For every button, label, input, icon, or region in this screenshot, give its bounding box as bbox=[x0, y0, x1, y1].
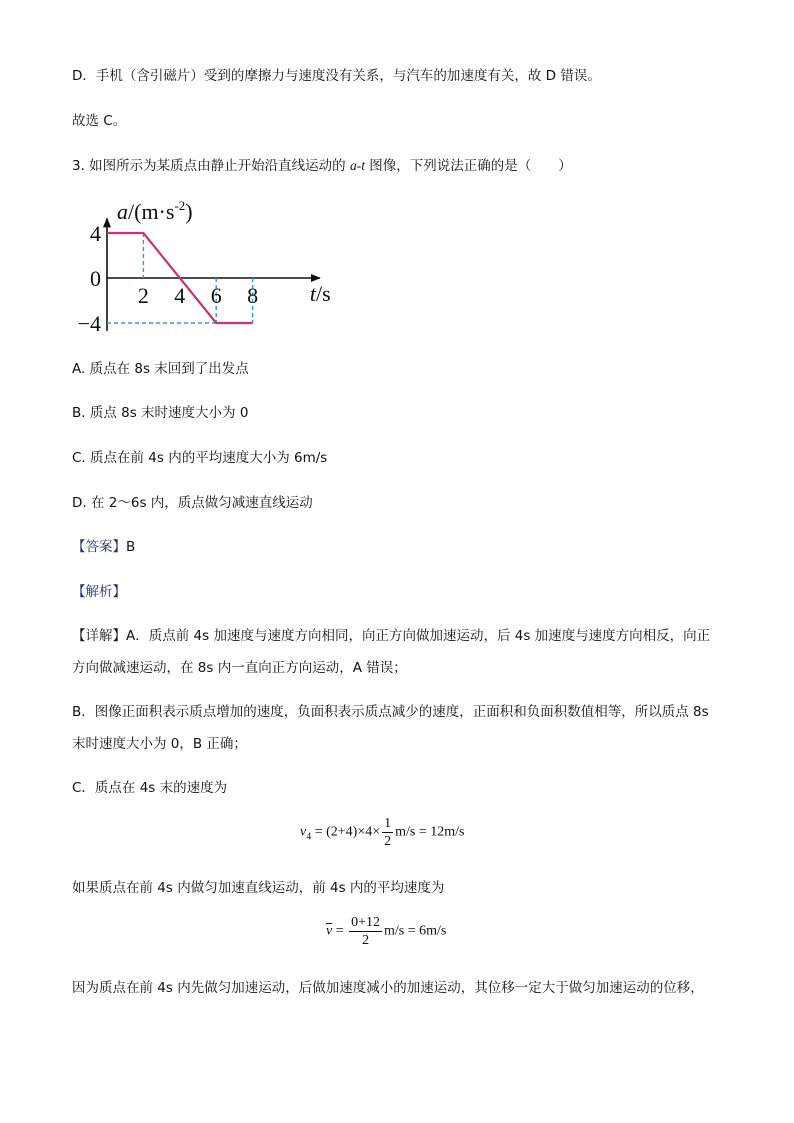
eq1-frac-num: 1 bbox=[384, 816, 392, 831]
y-axis-label-exp: -2 bbox=[174, 198, 186, 213]
y-tick-labels bbox=[78, 221, 101, 336]
question-3-prefix: 3. 如图所示为某质点由静止开始沿直线运动的 bbox=[72, 158, 350, 174]
y-axis-label bbox=[117, 198, 193, 224]
text-line-choose: 故选 C。 bbox=[72, 113, 127, 129]
detail-line-1: 【详解】A．质点前 4s 加速度与速度方向相同，向正方向做加速运动，后 4s 加速度与速度方向相反，向正 bbox=[72, 628, 711, 644]
question-3-suffix: 图像，下列说法正确的是（ ） bbox=[364, 158, 572, 174]
y-tick-label: −4 bbox=[77, 311, 101, 336]
y-tick-label: 0 bbox=[90, 266, 101, 291]
eq2-fraction bbox=[349, 914, 382, 949]
y-axis-label-var: a bbox=[117, 199, 128, 224]
y-axis-label-close: ) bbox=[185, 199, 193, 224]
option-b: B. 质点 8s 末时速度大小为 0 bbox=[72, 405, 249, 421]
eq2-rhs: m/s = 6m/s bbox=[384, 923, 447, 939]
question-3-variable: a-t bbox=[349, 158, 365, 173]
eq1-lhs-var: v bbox=[300, 824, 307, 840]
x-tick-labels bbox=[138, 283, 258, 308]
c-line-3: 因为质点在前 4s 内先做匀加速运动，后做加速度减小的加速运动，其位移一定大于做匀加速运动的位移， bbox=[72, 980, 704, 996]
option-d: D. 在 2～6s 内，质点做匀减速直线运动 bbox=[72, 495, 313, 511]
x-tick-label: 8 bbox=[247, 283, 259, 308]
eq2-lhs-var: $\overline{v}$ bbox=[326, 923, 333, 939]
text-line-d-previous: D．手机（含引磁片）受到的摩擦力与速度没有关系，与汽车的加速度有关，故 D 错误。 bbox=[72, 68, 601, 84]
eq2-eq: = bbox=[332, 923, 348, 939]
a-t-chart bbox=[77, 192, 340, 342]
eq1-lhs-sub: 4 bbox=[306, 831, 312, 843]
analysis-tag: 【解析】 bbox=[72, 584, 126, 600]
eq2-frac-den: 2 bbox=[362, 933, 370, 948]
eq1-rhs: m/s = 12m/s bbox=[395, 824, 465, 840]
eq1-frac-den: 2 bbox=[384, 834, 392, 849]
answer-line bbox=[72, 537, 135, 557]
eq1-expr: = (2+4)×4× bbox=[311, 824, 381, 840]
x-axis-label-var: t bbox=[309, 281, 317, 306]
b-line-2: 末时速度大小为 0，B 正确； bbox=[72, 736, 247, 752]
eq1-fraction bbox=[382, 815, 393, 850]
x-axis-label bbox=[310, 281, 331, 306]
answer-tag: 【答案】 bbox=[72, 539, 126, 555]
question-3-stem bbox=[72, 156, 572, 176]
c-line-1: C．质点在 4s 末的速度为 bbox=[72, 780, 228, 796]
equation-average-velocity bbox=[326, 914, 446, 949]
equation-velocity-at-4s bbox=[300, 815, 464, 850]
eq2-frac-num: 0+12 bbox=[351, 915, 381, 930]
option-c: C. 质点在前 4s 内的平均速度大小为 6m/s bbox=[72, 450, 328, 466]
x-tick-label: 2 bbox=[137, 283, 149, 308]
answer-value: B bbox=[126, 539, 136, 555]
detail-line-2: 方向做减速运动，在 8s 内一直向正方向运动，A 错误； bbox=[72, 660, 407, 676]
option-a: A. 质点在 8s 末回到了出发点 bbox=[72, 361, 249, 377]
x-tick-label: 6 bbox=[210, 283, 222, 308]
y-axis-label-unit: /(m·s bbox=[128, 199, 175, 224]
y-tick-label: 4 bbox=[90, 221, 101, 246]
x-tick-label: 4 bbox=[174, 283, 186, 308]
b-line-1: B．图像正面积表示质点增加的速度，负面积表示质点减少的速度，正面积和负面积数值相等，所以质点 8s bbox=[72, 704, 709, 720]
c-line-2: 如果质点在前 4s 内做匀加速直线运动，前 4s 内的平均速度为 bbox=[72, 880, 445, 896]
x-axis-label-unit: /s bbox=[316, 281, 331, 306]
